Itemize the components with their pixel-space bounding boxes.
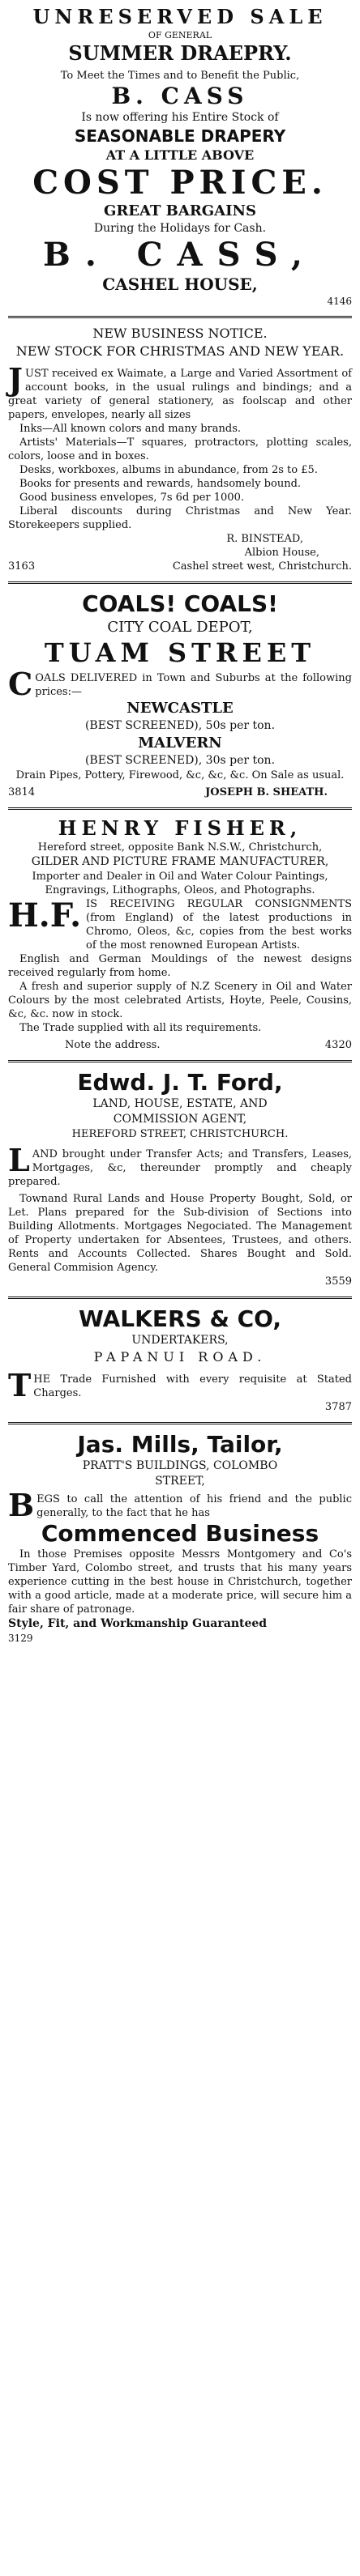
advertiser-name: B. CASS: [111, 83, 249, 109]
ad-number: 3163: [8, 560, 36, 573]
ad-headline: NEW BUSINESS NOTICE.: [92, 326, 268, 341]
ad-headline: UNRESERVED SALE: [32, 5, 328, 28]
ad-divider: [8, 1297, 352, 1299]
ad-divider: [8, 1060, 352, 1062]
ad-text: During the Holidays for Cash.: [93, 222, 267, 235]
ad-signature-place: Albion House,: [244, 547, 319, 559]
advertiser-address: STREET,: [155, 1475, 205, 1488]
coal-price: (BEST SCREENED), 30s per ton.: [84, 754, 276, 767]
ad-closing-line: Style, Fit, and Workmanship Guaranteed: [8, 1617, 268, 1630]
ad-paragraph: Liberal discounts during Christmas and New Year. Storekeepers supplied.: [8, 505, 352, 531]
ad-paragraph: In those Premises opposite Messrs Montgomery and Co's Timber Yard, Colombo street, and trusts that his many years experience cutting in the best house in Christchurch, together with a good article, made at a moderate price, will secure him a fair share of patronage.: [8, 1548, 352, 1616]
ad-text: AT A LITTLE ABOVE: [105, 147, 255, 163]
advertiser-name: Jas. Mills, Tailor,: [77, 1431, 283, 1458]
ad-divider: [8, 1422, 352, 1424]
ad-subheadline: GILDER AND PICTURE FRAME MANUFACTURER,: [31, 855, 329, 868]
ad-paragraph: Importer and Dealer in Oil and Water Colour Paintings,: [32, 871, 328, 883]
ad-text: GREAT BARGAINS: [103, 202, 257, 219]
ad-mills-tailor: [8, 1431, 352, 1645]
ad-divider: [8, 316, 352, 318]
advertiser-address: PAPANUI ROAD.: [93, 1349, 267, 1365]
ad-paragraph: English and German Mouldings of the newest designs received regularly from home.: [8, 953, 352, 979]
ad-paragraph: Good business envelopes, 7s 6d per 1000.: [19, 492, 244, 504]
advertiser-name: WALKERS & CO,: [79, 1305, 281, 1332]
advertiser-address: PRATT'S BUILDINGS, COLOMBO: [82, 1459, 278, 1472]
ad-cass-summer-drapery: [8, 5, 352, 308]
ad-subheadline: OF GENERAL: [148, 30, 212, 40]
ad-paragraph: COALS DELIVERED in Town and Suburbs at the following prices:—: [8, 666, 352, 702]
ad-paragraph: Desks, workboxes, albums in abundance, from 2s to £5.: [19, 464, 318, 476]
ad-paragraph: Engravings, Lithographs, Oleos, and Photographs.: [45, 884, 315, 896]
advertiser-name: HENRY FISHER,: [58, 816, 302, 840]
ad-binstead-stationery: [8, 325, 352, 573]
ad-text: Is now offering his Entire Stock of: [81, 111, 279, 124]
ad-subheadline: UNDERTAKERS,: [131, 1334, 229, 1347]
advertiser-address: Hereford street, opposite Bank N.S.W., Christchurch,: [37, 841, 323, 854]
ad-paragraph: IS RECEIVING REGULAR CONSIGNMENTS (from England) of the latest productions in Chromo, Oleos, &c, copies from the best works of the most renowned European Artists.: [86, 898, 352, 952]
ad-number: 3787: [324, 1401, 352, 1413]
ad-divider: [8, 807, 352, 810]
ad-number: 3129: [8, 1633, 33, 1644]
ad-title: Commenced Business: [41, 1520, 319, 1547]
ad-text: To Meet the Times and to Benefit the Public,: [60, 70, 300, 82]
ad-text: SEASONABLE DRAPERY: [74, 126, 286, 146]
ad-paragraph: Books for presents and rewards, handsomely bound.: [19, 478, 302, 490]
ad-divider: [8, 581, 352, 584]
ad-ford-land-agent: [8, 1069, 352, 1288]
ad-paragraph: BEGS to call the attention of his friend and the public generally, to the fact that he has: [8, 1487, 352, 1523]
ad-paragraph: A fresh and superior supply of N.Z Scenery in Oil and Water Colours by the most celebrated Artists, Hoyte, Peele, Cousins, &c, &c. now in stock.: [8, 981, 352, 1020]
ad-paragraph: THE Trade Furnished with every requisite at Stated Charges.: [8, 1367, 352, 1403]
ad-subheadline: CITY COAL DEPOT,: [107, 619, 253, 636]
ad-number: 3814: [8, 786, 36, 798]
ad-signature: JOSEPH B. SHEATH.: [205, 786, 328, 798]
coal-type: MALVERN: [138, 734, 222, 752]
ad-paragraph: The Trade supplied with all its requirements.: [19, 1022, 262, 1034]
ad-paragraph: JUST received ex Waimate, a Large and Varied Assortment of account books, in the usual rulings and bindings; and a great variety of general stationery, as foolscap and other papers, envelopes, nearly all sizes: [8, 361, 352, 421]
ad-paragraph: Artists' Materials—T squares, protractors, plotting scales, colors, loose and in boxes.: [8, 436, 352, 462]
ad-title: COST PRICE.: [32, 164, 328, 202]
ad-title: TUAM STREET: [44, 637, 316, 668]
ad-title: NEW STOCK FOR CHRISTMAS AND NEW YEAR.: [15, 343, 345, 359]
ad-headline: COALS! COALS!: [82, 590, 278, 617]
ad-paragraph: Inks—All known colors and many brands.: [19, 423, 241, 435]
ad-number: 4320: [324, 1039, 352, 1051]
ad-paragraph: Townand Rural Lands and House Property Bought, Sold, or Let. Plans prepared for the Sub-division of Sections into Building Allotments. Mortgages Negociated. The Management of Property undertaken for Absentees, Trustees, and others. Rents and Accounts Collected. Shares Bought and Sold. General Commision Agency.: [8, 1193, 352, 1274]
ad-paragraph: Drain Pipes, Pottery, Firewood, &c, &c, &c. On Sale as usual.: [15, 769, 345, 781]
ad-city-coal-depot: [8, 590, 352, 799]
ad-number: 3559: [324, 1275, 352, 1288]
coal-price: (BEST SCREENED), 50s per ton.: [84, 719, 276, 732]
ad-number: 4146: [327, 296, 352, 307]
ad-subheadline: COMMISSION AGENT,: [113, 1113, 247, 1126]
ad-note: Note the address.: [65, 1039, 161, 1051]
advertiser-name: Edwd. J. T. Ford,: [77, 1069, 283, 1096]
advertiser-address: CASHEL HOUSE,: [102, 275, 258, 294]
advertiser-address: Cashel street west, Christchurch.: [172, 560, 352, 573]
ad-signature: R. BINSTEAD,: [226, 533, 303, 545]
ad-initials: H.F.: [8, 896, 82, 935]
ad-title: SUMMER DRAEPRY.: [68, 41, 292, 65]
ad-paragraph: LAND brought under Transfer Acts; and Transfers, Leases, Mortgages, &c, thereunder promptly and cheaply prepared.: [8, 1142, 352, 1188]
ad-subheadline: LAND, HOUSE, ESTATE, AND: [92, 1097, 268, 1110]
advertiser-address: HEREFORD STREET, CHRISTCHURCH.: [71, 1128, 289, 1140]
ad-henry-fisher-gilder: [8, 816, 352, 1052]
advertiser-name: B. CASS,: [43, 236, 317, 274]
coal-type: NEWCASTLE: [126, 700, 234, 717]
ad-walkers-undertakers: [8, 1305, 352, 1414]
